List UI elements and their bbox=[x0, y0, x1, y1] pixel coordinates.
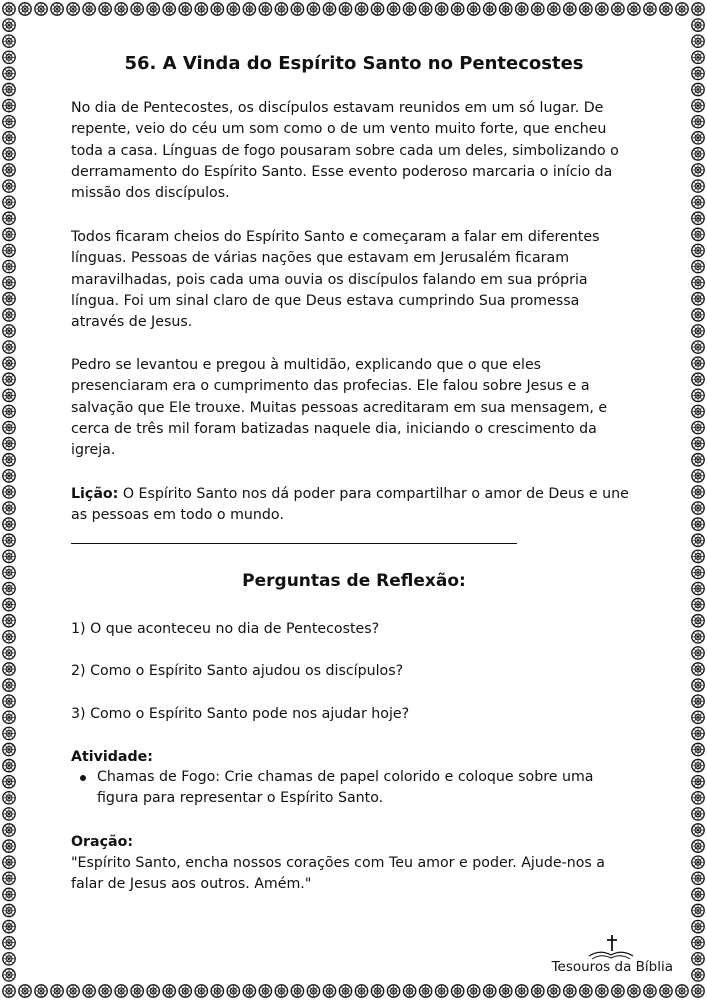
border-ornament bbox=[3, 872, 15, 884]
border-ornament bbox=[692, 518, 704, 530]
border-ornament bbox=[83, 3, 95, 15]
border-ornament bbox=[3, 67, 15, 79]
border-ornament bbox=[628, 985, 640, 997]
border-ornament bbox=[692, 3, 704, 15]
border-ornament bbox=[3, 454, 15, 466]
border-ornament bbox=[403, 985, 415, 997]
border-ornament bbox=[644, 985, 656, 997]
border-ornament bbox=[692, 727, 704, 739]
border-ornament bbox=[67, 985, 79, 997]
border-ornament bbox=[3, 937, 15, 949]
border-ornament bbox=[371, 985, 383, 997]
border-ornament bbox=[692, 759, 704, 771]
border-ornament bbox=[147, 985, 159, 997]
story-paragraph-1: No dia de Pentecostes, os discípulos estavam reunidos em um só lugar. De repente, veio do céu um som como o de um vento muito forte, que encheu toda a casa. Línguas de fogo pousaram sobre cada um deles, simbolizando o derramamento do Espírito Santo. Esse evento poderoso marcaria o início da missão dos discípulos. bbox=[71, 100, 619, 202]
border-ornament bbox=[419, 985, 431, 997]
border-ornament bbox=[692, 792, 704, 804]
border-ornament bbox=[291, 3, 303, 15]
border-ornament bbox=[692, 743, 704, 755]
border-ornament bbox=[692, 83, 704, 95]
border-ornament bbox=[3, 228, 15, 240]
section-divider bbox=[71, 543, 517, 544]
lesson-paragraph bbox=[71, 484, 637, 527]
border-ornament bbox=[3, 502, 15, 514]
border-ornament bbox=[3, 969, 15, 981]
border-ornament bbox=[3, 856, 15, 868]
border-ornament bbox=[580, 985, 592, 997]
border-ornament bbox=[259, 3, 271, 15]
border-ornament bbox=[580, 3, 592, 15]
border-ornament bbox=[3, 711, 15, 723]
border-ornament bbox=[179, 3, 191, 15]
border-ornament bbox=[692, 454, 704, 466]
border-ornament bbox=[692, 888, 704, 900]
border-ornament bbox=[692, 19, 704, 31]
border-ornament bbox=[3, 840, 15, 852]
border-ornament bbox=[692, 904, 704, 916]
reflection-question-2: 2) Como o Espírito Santo ajudou os discípulos? bbox=[71, 663, 404, 679]
border-ornament bbox=[500, 3, 512, 15]
border-ornament bbox=[227, 3, 239, 15]
lesson-label: Lição: bbox=[71, 486, 119, 502]
border-ornament bbox=[3, 759, 15, 771]
border-ornament bbox=[3, 953, 15, 965]
reflection-question-1: 1) O que aconteceu no dia de Pentecostes? bbox=[71, 621, 380, 637]
border-ornament bbox=[3, 647, 15, 659]
border-ornament bbox=[467, 985, 479, 997]
border-ornament bbox=[692, 920, 704, 932]
border-ornament bbox=[692, 566, 704, 578]
border-ornament bbox=[243, 3, 255, 15]
border-ornament bbox=[195, 3, 207, 15]
border-ornament bbox=[307, 3, 319, 15]
border-ornament bbox=[692, 325, 704, 337]
border-ornament bbox=[692, 180, 704, 192]
border-ornament bbox=[131, 3, 143, 15]
border-ornament bbox=[692, 212, 704, 224]
border-ornament bbox=[612, 985, 624, 997]
border-ornament bbox=[355, 985, 367, 997]
border-ornament bbox=[3, 679, 15, 691]
border-ornament bbox=[3, 421, 15, 433]
border-ornament bbox=[692, 598, 704, 610]
border-ornament bbox=[19, 985, 31, 997]
border-ornament bbox=[692, 228, 704, 240]
border-ornament bbox=[3, 518, 15, 530]
border-ornament bbox=[692, 647, 704, 659]
border-ornament bbox=[692, 164, 704, 176]
prayer-label: Oração: bbox=[71, 834, 134, 850]
border-ornament bbox=[692, 534, 704, 546]
border-ornament bbox=[692, 293, 704, 305]
border-ornament bbox=[163, 985, 175, 997]
border-ornament bbox=[3, 615, 15, 627]
border-ornament bbox=[51, 3, 63, 15]
border-ornament bbox=[532, 3, 544, 15]
border-ornament bbox=[435, 985, 447, 997]
border-ornament bbox=[644, 3, 656, 15]
border-ornament bbox=[275, 3, 287, 15]
border-ornament bbox=[3, 695, 15, 707]
border-ornament bbox=[692, 631, 704, 643]
border-ornament bbox=[83, 985, 95, 997]
border-ornament bbox=[692, 711, 704, 723]
prayer-text: "Espírito Santo, encha nossos corações com Teu amor e poder. Ajude-nos a falar de Jesus aos outros. Amém." bbox=[71, 855, 605, 893]
border-ornament bbox=[451, 985, 463, 997]
border-ornament bbox=[3, 196, 15, 208]
border-ornament bbox=[692, 502, 704, 514]
border-ornament bbox=[387, 985, 399, 997]
border-ornament bbox=[3, 550, 15, 562]
border-ornament bbox=[451, 3, 463, 15]
border-ornament bbox=[692, 840, 704, 852]
border-ornament bbox=[3, 727, 15, 739]
border-ornament bbox=[3, 824, 15, 836]
border-ornament bbox=[692, 373, 704, 385]
border-ornament bbox=[612, 3, 624, 15]
border-ornament bbox=[692, 99, 704, 111]
border-ornament bbox=[548, 985, 560, 997]
border-ornament bbox=[692, 309, 704, 321]
border-ornament bbox=[516, 3, 528, 15]
border-ornament bbox=[3, 985, 15, 997]
border-ornament bbox=[211, 3, 223, 15]
border-ornament bbox=[692, 808, 704, 820]
border-ornament bbox=[291, 985, 303, 997]
border-ornament bbox=[692, 937, 704, 949]
border-ornament bbox=[692, 35, 704, 47]
border-ornament bbox=[660, 985, 672, 997]
bullet-icon bbox=[80, 775, 86, 781]
border-ornament bbox=[99, 3, 111, 15]
story-paragraph-3: Pedro se levantou e pregou à multidão, explicando que o que eles presenciaram era o cumprimento das profecias. Ele falou sobre Jesus e a salvação que Ele trouxe. Muitas pessoas acreditaram em sua mensagem, e cerca de três mil foram batizadas naquele dia, iniciando o crescimento da igreja. bbox=[71, 357, 608, 459]
border-ornament bbox=[3, 132, 15, 144]
brand-name: Tesouros da Bíblia bbox=[551, 959, 673, 975]
activity-item-text: Chamas de Fogo: Crie chamas de papel colorido e coloque sobre uma figura para representar o Espírito Santo. bbox=[97, 769, 594, 807]
border-ornament bbox=[3, 244, 15, 256]
border-ornament bbox=[35, 985, 47, 997]
border-ornament bbox=[692, 776, 704, 788]
border-ornament bbox=[628, 3, 640, 15]
border-ornament bbox=[3, 325, 15, 337]
story-paragraph-2: Todos ficaram cheios do Espírito Santo e começaram a falar em diferentes línguas. Pessoas de várias nações que estavam em Jerusalém ficaram maravilhadas, pois cada uma ouvia os discípulos falando em sua própria língua. Foi um sinal claro de que Deus estava cumprindo Sua promessa através de Jesus. bbox=[71, 229, 600, 331]
border-ornament bbox=[275, 985, 287, 997]
border-ornament bbox=[211, 985, 223, 997]
border-ornament bbox=[3, 598, 15, 610]
border-ornament bbox=[692, 148, 704, 160]
border-ornament bbox=[692, 196, 704, 208]
border-ornament bbox=[3, 164, 15, 176]
border-ornament bbox=[692, 260, 704, 272]
border-ornament bbox=[483, 3, 495, 15]
border-ornament bbox=[227, 985, 239, 997]
border-ornament bbox=[692, 357, 704, 369]
border-ornament bbox=[564, 3, 576, 15]
border-ornament bbox=[3, 19, 15, 31]
border-ornament bbox=[692, 115, 704, 127]
border-ornament bbox=[3, 276, 15, 288]
border-ornament bbox=[3, 663, 15, 675]
border-ornament bbox=[692, 51, 704, 63]
border-ornament bbox=[339, 985, 351, 997]
open-bible-cross-icon bbox=[585, 933, 635, 961]
border-ornament bbox=[435, 3, 447, 15]
border-ornament bbox=[3, 309, 15, 321]
border-ornament bbox=[323, 3, 335, 15]
border-ornament bbox=[3, 373, 15, 385]
border-ornament bbox=[3, 180, 15, 192]
border-ornament bbox=[355, 3, 367, 15]
border-ornament bbox=[692, 663, 704, 675]
border-ornament bbox=[243, 985, 255, 997]
border-ornament bbox=[467, 3, 479, 15]
border-ornament bbox=[3, 808, 15, 820]
border-ornament bbox=[3, 437, 15, 449]
border-ornament bbox=[692, 872, 704, 884]
border-ornament bbox=[3, 389, 15, 401]
border-ornament bbox=[35, 3, 47, 15]
border-ornament bbox=[3, 904, 15, 916]
border-ornament bbox=[483, 985, 495, 997]
border-ornament bbox=[419, 3, 431, 15]
reflection-question-3: 3) Como o Espírito Santo pode nos ajudar hoje? bbox=[71, 706, 410, 722]
border-ornament bbox=[676, 3, 688, 15]
border-ornament bbox=[3, 341, 15, 353]
border-ornament bbox=[387, 3, 399, 15]
border-ornament bbox=[3, 212, 15, 224]
border-ornament bbox=[692, 695, 704, 707]
border-ornament bbox=[692, 486, 704, 498]
border-ornament bbox=[692, 985, 704, 997]
border-ornament bbox=[3, 776, 15, 788]
border-ornament bbox=[692, 341, 704, 353]
border-ornament bbox=[3, 260, 15, 272]
border-ornament bbox=[500, 985, 512, 997]
border-ornament bbox=[3, 148, 15, 160]
border-ornament bbox=[692, 276, 704, 288]
border-ornament bbox=[692, 615, 704, 627]
border-ornament bbox=[259, 985, 271, 997]
activity-item bbox=[71, 767, 637, 810]
border-ornament bbox=[692, 582, 704, 594]
border-ornament bbox=[67, 3, 79, 15]
border-ornament bbox=[692, 421, 704, 433]
border-ornament bbox=[51, 985, 63, 997]
page-title: 56. A Vinda do Espírito Santo no Pentecostes bbox=[124, 53, 584, 74]
border-ornament bbox=[660, 3, 672, 15]
border-ornament bbox=[532, 985, 544, 997]
activity-list bbox=[71, 767, 637, 810]
border-ornament bbox=[564, 985, 576, 997]
border-ornament bbox=[115, 985, 127, 997]
border-ornament bbox=[3, 293, 15, 305]
border-ornament bbox=[692, 953, 704, 965]
border-ornament bbox=[307, 985, 319, 997]
border-ornament bbox=[692, 67, 704, 79]
border-ornament bbox=[3, 99, 15, 111]
border-ornament bbox=[692, 470, 704, 482]
reflection-heading: Perguntas de Reflexão: bbox=[242, 571, 466, 591]
border-ornament bbox=[596, 985, 608, 997]
border-ornament bbox=[323, 985, 335, 997]
border-ornament bbox=[3, 743, 15, 755]
border-ornament bbox=[3, 631, 15, 643]
border-ornament bbox=[19, 3, 31, 15]
border-ornament bbox=[692, 405, 704, 417]
border-ornament bbox=[692, 969, 704, 981]
border-ornament bbox=[692, 389, 704, 401]
border-ornament bbox=[548, 3, 560, 15]
border-ornament bbox=[3, 115, 15, 127]
border-ornament bbox=[371, 3, 383, 15]
border-ornament bbox=[3, 357, 15, 369]
border-ornament bbox=[163, 3, 175, 15]
border-ornament bbox=[692, 856, 704, 868]
border-ornament bbox=[115, 3, 127, 15]
border-ornament bbox=[3, 405, 15, 417]
border-ornament bbox=[195, 985, 207, 997]
border-ornament bbox=[339, 3, 351, 15]
border-ornament bbox=[99, 985, 111, 997]
border-ornament bbox=[147, 3, 159, 15]
activity-label: Atividade: bbox=[71, 749, 153, 765]
border-ornament bbox=[3, 566, 15, 578]
border-ornament bbox=[179, 985, 191, 997]
border-ornament bbox=[403, 3, 415, 15]
border-ornament bbox=[692, 550, 704, 562]
border-ornament bbox=[3, 470, 15, 482]
border-ornament bbox=[3, 792, 15, 804]
border-ornament bbox=[692, 244, 704, 256]
border-ornament bbox=[596, 3, 608, 15]
border-ornament bbox=[3, 486, 15, 498]
border-ornament bbox=[3, 35, 15, 47]
border-ornament bbox=[3, 83, 15, 95]
border-ornament bbox=[3, 582, 15, 594]
border-ornament bbox=[3, 51, 15, 63]
border-ornament bbox=[692, 132, 704, 144]
border-ornament bbox=[692, 437, 704, 449]
lesson-text: O Espírito Santo nos dá poder para compartilhar o amor de Deus e une as pessoas em todo o mundo. bbox=[71, 486, 629, 524]
border-ornament bbox=[516, 985, 528, 997]
border-ornament bbox=[3, 3, 15, 15]
border-ornament bbox=[692, 824, 704, 836]
border-ornament bbox=[3, 534, 15, 546]
border-ornament bbox=[131, 985, 143, 997]
border-ornament bbox=[3, 888, 15, 900]
border-ornament bbox=[676, 985, 688, 997]
border-ornament bbox=[692, 679, 704, 691]
border-ornament bbox=[3, 920, 15, 932]
